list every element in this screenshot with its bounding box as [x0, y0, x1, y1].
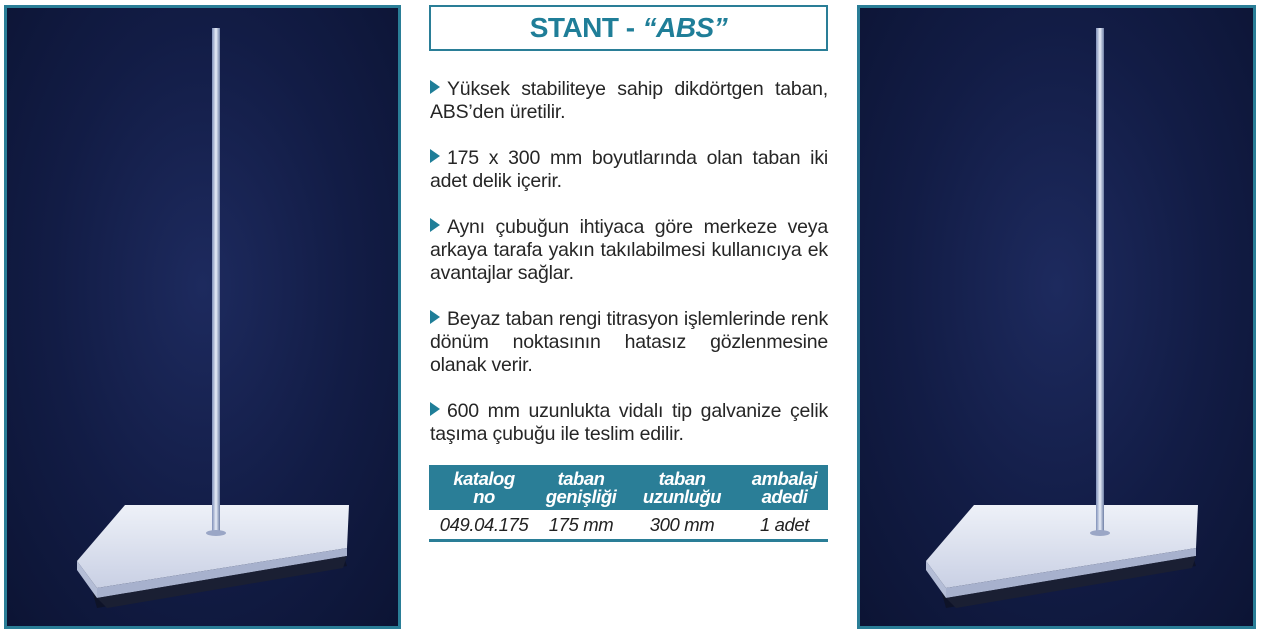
stand-illustration-right [860, 8, 1253, 626]
chevron-right-icon [430, 218, 440, 232]
title-highlight: “ABS” [642, 12, 728, 43]
header-catalog-no: katalog no [453, 467, 515, 507]
chevron-right-icon [430, 310, 440, 324]
chevron-right-icon [430, 402, 440, 416]
feature-item: Yüksek stabiliteye sahip dikdörtgen taban, ABS’den üretilir. [430, 78, 828, 123]
title-main: STANT - [529, 12, 635, 43]
spec-table [429, 465, 828, 542]
chevron-right-icon [430, 149, 440, 163]
header-base-width: taban genişliği [545, 467, 617, 507]
feature-item: Beyaz taban rengi titrasyon işlemlerinde renk dönüm noktasının hatasız gözlenmesine olanak verir. [430, 308, 828, 376]
product-photo-left [4, 5, 401, 629]
header-package-qty: ambalaj adedi [751, 467, 818, 507]
stand-illustration-left [7, 8, 398, 626]
feature-item: 175 x 300 mm boyutlarında olan taban iki adet delik içerir. [430, 147, 828, 192]
page-title [429, 5, 828, 51]
cell-catalog-no: 049.04.175 [439, 513, 529, 535]
cell-package-qty: 1 adet [759, 513, 810, 535]
cell-base-length: 300 mm [649, 513, 715, 535]
cell-base-width: 175 mm [548, 513, 614, 535]
chevron-right-icon [430, 80, 440, 94]
feature-item: 600 mm uzunlukta vidalı tip galvanize çelik taşıma çubuğu ile teslim edilir. [430, 400, 828, 445]
feature-list [430, 78, 828, 446]
feature-item: Aynı çubuğun ihtiyaca göre merkeze veya arkaya tarafa yakın takılabilmesi kullanıcıya ek avantajlar sağlar. [430, 216, 828, 284]
table-header [429, 465, 828, 510]
header-base-length: taban uzunluğu [642, 467, 722, 507]
product-photo-right [857, 5, 1256, 629]
table-row [429, 510, 828, 542]
